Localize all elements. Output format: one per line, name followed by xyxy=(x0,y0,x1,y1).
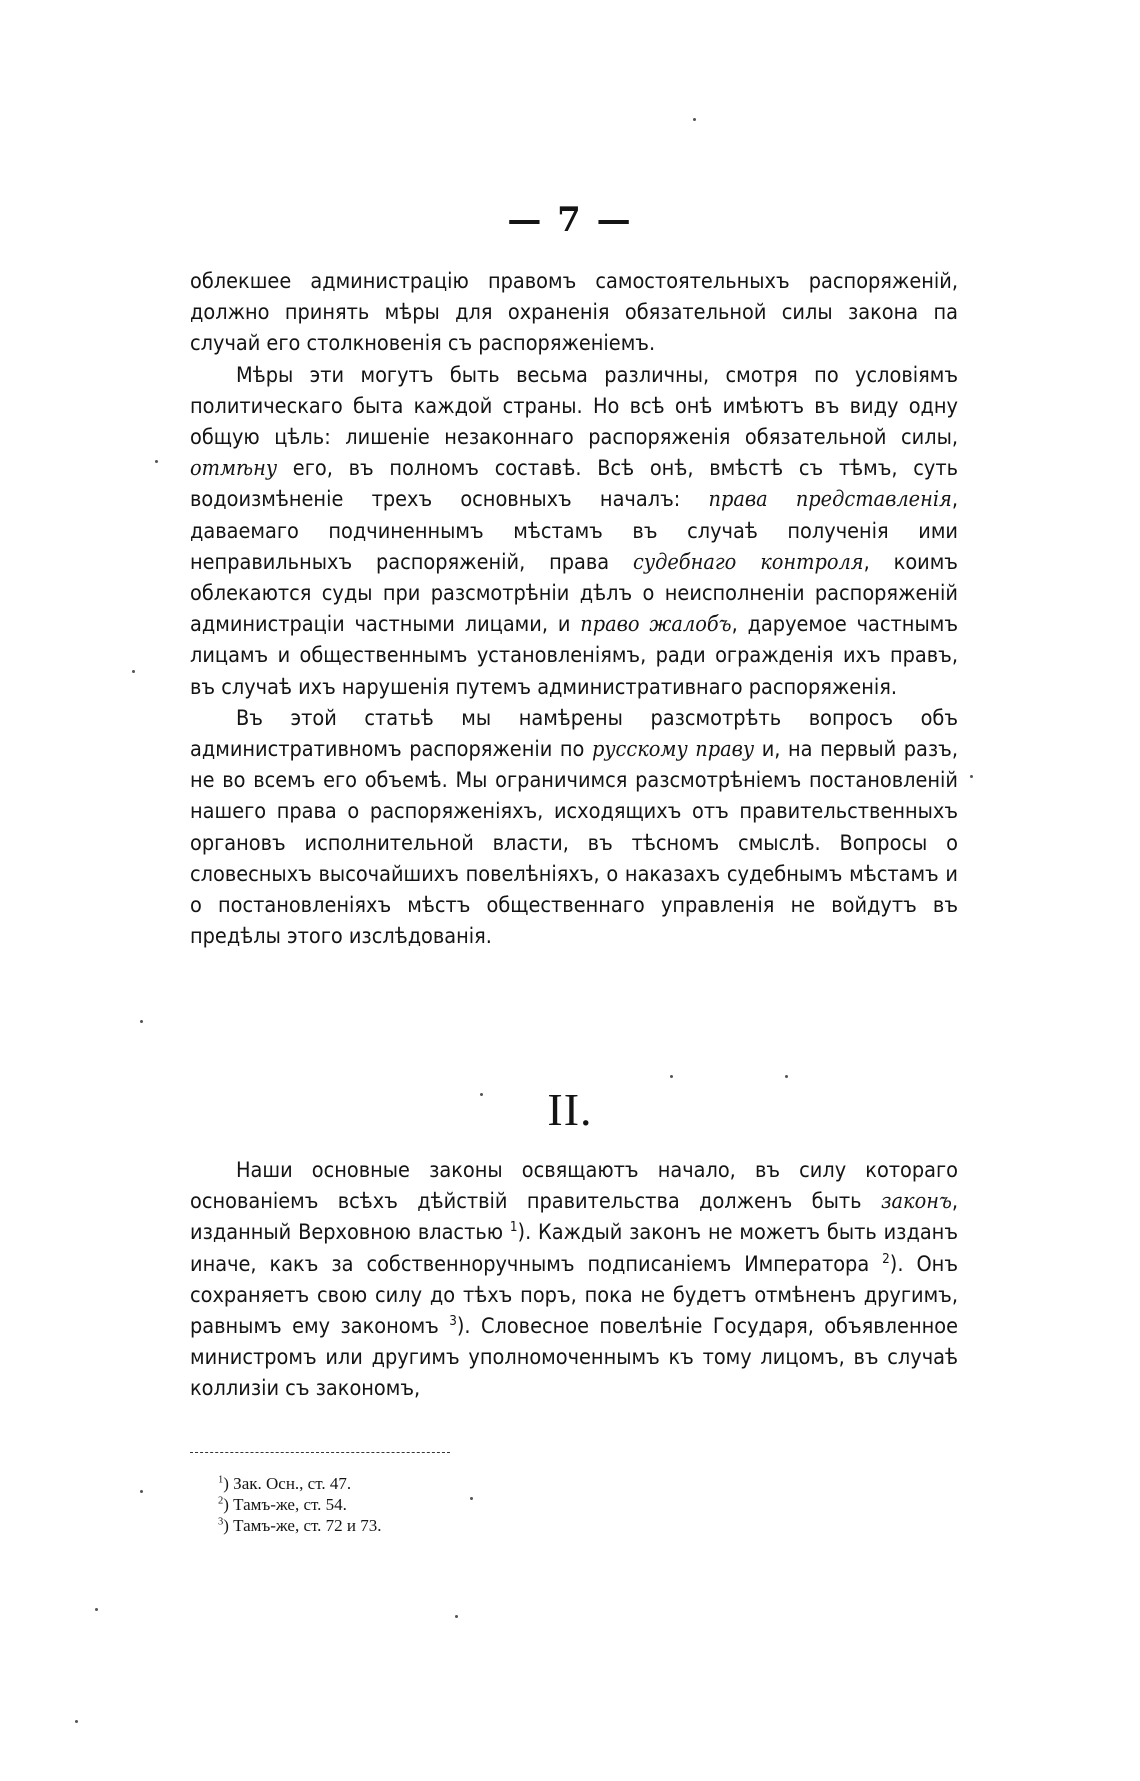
text-run: облекшее администрацію правомъ самостоятельныхъ распоряженій, должно принять мѣры для охраненія обязательной силы закона па случай его столкновенія съ распоряженіемъ. xyxy=(190,269,958,357)
italic-term: право жалобъ xyxy=(580,612,732,638)
paragraph-1 xyxy=(190,266,958,360)
paragraph-2 xyxy=(190,360,958,703)
scan-speck xyxy=(455,1615,458,1618)
footnote-1 xyxy=(218,1473,382,1494)
footnote-mark: 2 xyxy=(218,1495,224,1507)
text-run: ). Каждый законъ не можетъ быть изданъ иначе, какъ за собственноручнымъ подписаніемъ Императора xyxy=(190,1220,959,1277)
italic-term: права представленія xyxy=(708,487,952,513)
footnote-text: ) Тамъ-же, ст. 72 и 73. xyxy=(223,1516,382,1535)
text-run: Наши основные законы освящаютъ начало, въ силу котораго основаніемъ всѣхъ дѣйствій правительства долженъ быть xyxy=(190,1158,958,1215)
scan-speck xyxy=(693,118,696,121)
italic-term: отмѣну xyxy=(190,456,278,482)
italic-term: законъ xyxy=(880,1189,952,1215)
scan-speck xyxy=(140,1020,143,1023)
scan-speck xyxy=(670,1075,673,1078)
paragraph-3 xyxy=(190,703,958,953)
footnote-text: ) Тамъ-же, ст. 54. xyxy=(223,1495,347,1514)
text-run: , коимъ облекаются суды при разсмотрѣніи дѣлъ о неисполненіи распоряженій администраціи частными лицами, и xyxy=(190,549,958,638)
footnote-3 xyxy=(218,1515,382,1536)
scan-speck xyxy=(785,1075,788,1078)
text-run: и, на первый разъ, не во всемъ его объемѣ. Мы ограничимся разсмотрѣніемъ постановленій нашего права о распоряженіяхъ, исходящихъ отъ правительственныхъ органовъ исполнительной власти, въ тѣсномъ смыслѣ. Вопросы о словесныхъ высочайшихъ повелѣніяхъ, о наказахъ судебнымъ мѣстамъ и о постановленіяхъ мѣстъ общественнаго управленія не войдутъ въ предѣлы этого изслѣдованія. xyxy=(190,737,958,950)
scan-speck xyxy=(155,460,158,463)
footnote-divider xyxy=(190,1452,450,1453)
scan-speck xyxy=(470,1497,473,1500)
footnote-text: ) Зак. Осн., ст. 47. xyxy=(223,1474,352,1493)
footnote-mark: 3 xyxy=(218,1516,224,1528)
footnote-ref[interactable]: 1 xyxy=(509,1220,518,1236)
scan-speck xyxy=(970,775,973,778)
text-run: его, въ полномъ составѣ. Всѣ онѣ, вмѣстѣ съ тѣмъ, суть водоизмѣненіе трехъ основныхъ началъ: xyxy=(190,456,958,513)
footnotes xyxy=(218,1473,382,1536)
italic-term: русскому праву xyxy=(591,737,755,763)
text-block-intro xyxy=(190,266,958,952)
text-run: ). Онъ сохраняетъ свою силу до тѣхъ поръ, пока не будетъ отмѣненъ другимъ, равнымъ ему закономъ xyxy=(190,1251,958,1340)
scan-speck xyxy=(75,1720,78,1723)
scan-speck xyxy=(95,1608,98,1611)
paragraph-4 xyxy=(190,1155,958,1405)
section-heading: II. xyxy=(547,1084,593,1135)
text-run: ). Словесное повелѣніе Государя, объявленное министромъ или другимъ уполномоченнымъ къ тому лицомъ, въ случаѣ коллизіи съ закономъ, xyxy=(190,1314,958,1402)
scan-speck xyxy=(140,1490,143,1493)
italic-term: судебнаго контроля xyxy=(633,549,864,575)
scan-speck xyxy=(132,670,135,673)
text-run: , даваемаго подчиненнымъ мѣстамъ въ случаѣ полученія ими неправильныхъ распоряженій, права xyxy=(190,487,958,575)
footnote-2 xyxy=(218,1494,382,1515)
footnote-ref[interactable]: 2 xyxy=(882,1251,890,1267)
text-run: Въ этой статьѣ мы намѣрены разсмотрѣть вопросъ объ административномъ распоряженіи по xyxy=(190,705,958,763)
text-run: , даруемое частнымъ лицамъ и общественнымъ установленіямъ, ради огражденія ихъ правъ, въ случаѣ ихъ нарушенія путемъ административнаго распоряженія. xyxy=(190,612,958,700)
page-number: — 7 — xyxy=(507,200,633,240)
footnote-ref[interactable]: 3 xyxy=(449,1313,457,1329)
footnote-mark: 1 xyxy=(218,1474,224,1486)
scan-speck xyxy=(480,1093,483,1096)
text-run: Мѣры эти могутъ быть весьма различны, смотря по условіямъ политическаго быта каждой страны. Но всѣ онѣ имѣютъ въ виду одну общую цѣль: лишеніе незаконнаго распоряженія обязательной силы, xyxy=(190,362,958,451)
text-run: , изданный Верховною властью xyxy=(190,1189,958,1246)
text-block-section-ii xyxy=(190,1155,958,1405)
